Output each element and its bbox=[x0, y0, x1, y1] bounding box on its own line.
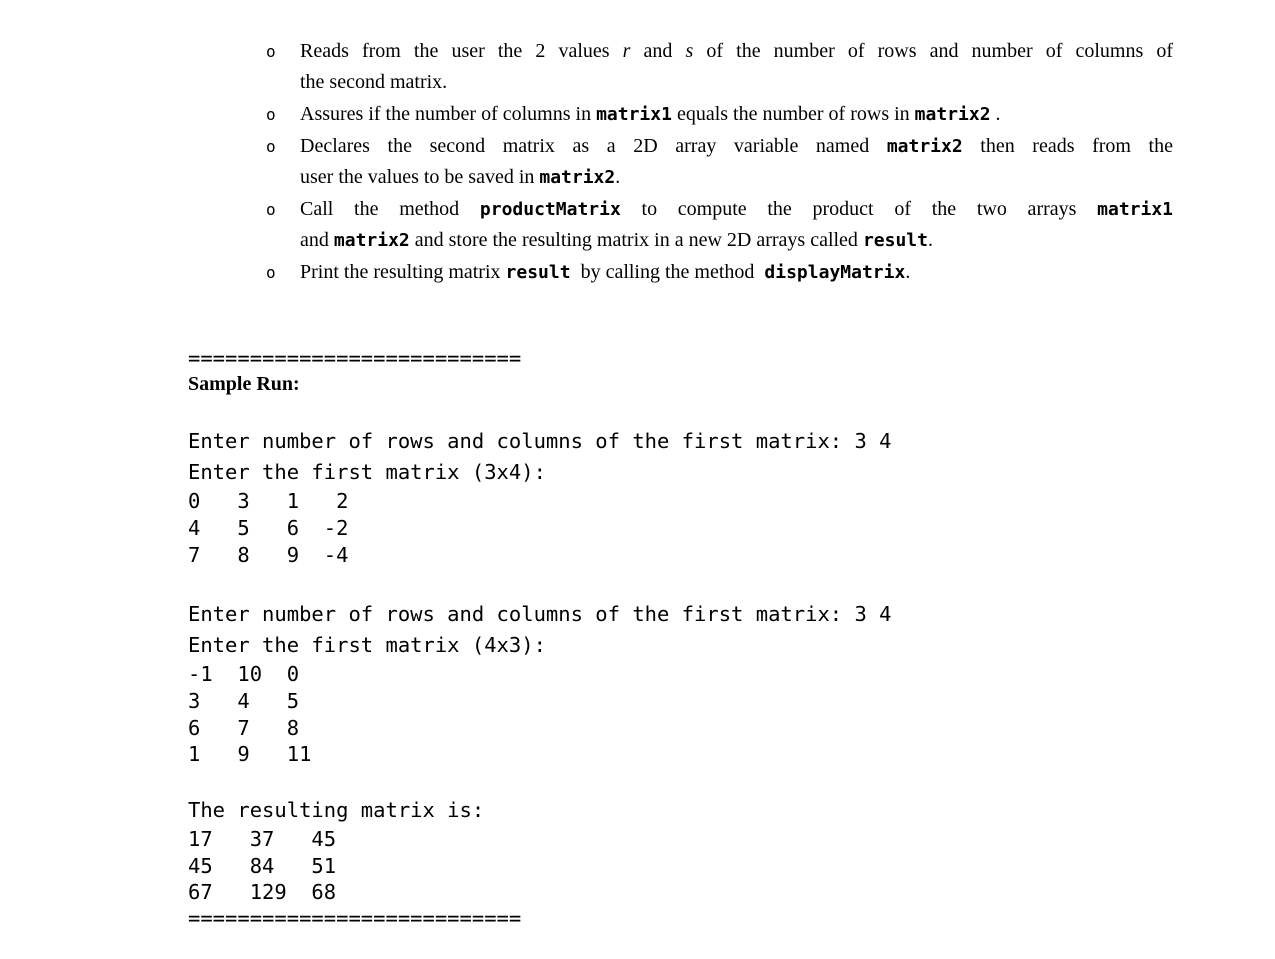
variable-s: s bbox=[685, 40, 694, 62]
bullet-text: . bbox=[615, 166, 621, 188]
console-line-enter-rows-cols-1: Enter number of rows and columns of the first matrix: 3 4 bbox=[188, 429, 892, 453]
bullet-item-declares-matrix2 bbox=[266, 131, 1173, 193]
bullet-marker: o bbox=[266, 137, 276, 156]
console-blank-line bbox=[188, 398, 1188, 426]
bullet-item-print-result bbox=[266, 257, 1173, 288]
console-result-row: 45 84 51 bbox=[188, 854, 337, 878]
inline-code-matrix2: matrix2 bbox=[886, 136, 963, 157]
bullet-text: to compute the product of the two arrays bbox=[620, 198, 1098, 220]
bullet-text: Declares the second matrix as a 2D array variable named bbox=[300, 135, 887, 157]
bullet-text: then reads from the bbox=[962, 135, 1173, 157]
bullet-item-reads-values bbox=[266, 36, 1173, 98]
bullet-marker: o bbox=[266, 263, 276, 282]
inline-code-productmatrix: productMatrix bbox=[479, 199, 621, 220]
console-result-row: 17 37 45 bbox=[188, 827, 337, 851]
inline-code-matrix1: matrix1 bbox=[1097, 199, 1173, 220]
inline-code-matrix2: matrix2 bbox=[539, 167, 616, 188]
console-matrix2-row: 6 7 8 bbox=[188, 716, 300, 740]
bullet-text: equals the number of rows in bbox=[671, 103, 915, 125]
inline-code-matrix2: matrix2 bbox=[914, 104, 991, 125]
bullet-list bbox=[266, 36, 1173, 289]
bullet-marker: o bbox=[266, 105, 276, 124]
console-line-enter-matrix-2: Enter the first matrix (4x3): bbox=[188, 633, 546, 657]
bullet-line bbox=[300, 194, 1173, 225]
inline-code-result: result bbox=[505, 262, 571, 283]
console-line-enter-rows-cols-2: Enter number of rows and columns of the first matrix: 3 4 bbox=[188, 602, 892, 626]
bullet-item-assures-dimensions bbox=[266, 99, 1173, 130]
console-result-row: 67 129 68 bbox=[188, 880, 337, 904]
console-line-enter-matrix-1: Enter the first matrix (3x4): bbox=[188, 460, 546, 484]
console-matrix1-row: 4 5 6 -2 bbox=[188, 516, 349, 540]
bullet-line bbox=[300, 162, 1173, 193]
bullet-text: . bbox=[927, 229, 933, 251]
bullet-text: and store the resulting matrix in a new 2D arrays called bbox=[409, 229, 863, 251]
separator-line-bottom: =========================== bbox=[188, 906, 522, 930]
bullet-text: user the values to be saved in bbox=[300, 166, 540, 188]
bullet-line bbox=[300, 257, 1173, 288]
bullet-text: Call the method bbox=[300, 198, 480, 220]
bullet-text: and bbox=[300, 229, 334, 251]
bullet-text: Print the resulting matrix bbox=[300, 261, 506, 283]
bullet-text: the second matrix. bbox=[300, 71, 448, 93]
bullet-marker: o bbox=[266, 42, 276, 61]
inline-code-result: result bbox=[862, 230, 928, 251]
bullet-line bbox=[300, 225, 1173, 256]
inline-code-displaymatrix: displayMatrix bbox=[764, 262, 906, 283]
bullet-line bbox=[300, 36, 1173, 67]
bullet-text: and bbox=[630, 40, 686, 62]
bullet-text: Reads from the user the 2 values bbox=[300, 40, 623, 62]
console-line-resulting-matrix: The resulting matrix is: bbox=[188, 798, 485, 822]
console-blank-line bbox=[188, 568, 1188, 599]
bullet-text: of the number of rows and number of columns of bbox=[693, 40, 1173, 62]
bullet-text: . bbox=[990, 103, 1001, 125]
bullet-line bbox=[300, 99, 1173, 130]
console-matrix2-row: 3 4 5 bbox=[188, 689, 300, 713]
inline-code-matrix1: matrix1 bbox=[596, 104, 672, 125]
bullet-text: Assures if the number of columns in bbox=[300, 103, 597, 125]
sample-run-section bbox=[188, 345, 1188, 931]
variable-r: r bbox=[622, 40, 631, 62]
inline-code-matrix2: matrix2 bbox=[333, 230, 410, 251]
bullet-text: by calling the method bbox=[570, 261, 765, 283]
console-matrix2-row: 1 9 11 bbox=[188, 742, 312, 766]
console-matrix2-row: -1 10 0 bbox=[188, 662, 300, 686]
console-matrix1-row: 0 3 1 2 bbox=[188, 489, 349, 513]
separator-line-top: =========================== bbox=[188, 346, 522, 370]
bullet-text: . bbox=[905, 261, 911, 283]
console-blank-line bbox=[188, 768, 1188, 795]
bullet-item-call-productmatrix bbox=[266, 194, 1173, 256]
bullet-marker: o bbox=[266, 200, 276, 219]
sample-run-heading: Sample Run: bbox=[188, 373, 300, 395]
console-matrix1-row: 7 8 9 -4 bbox=[188, 543, 349, 567]
bullet-line bbox=[300, 131, 1173, 162]
bullet-line bbox=[300, 67, 1173, 98]
